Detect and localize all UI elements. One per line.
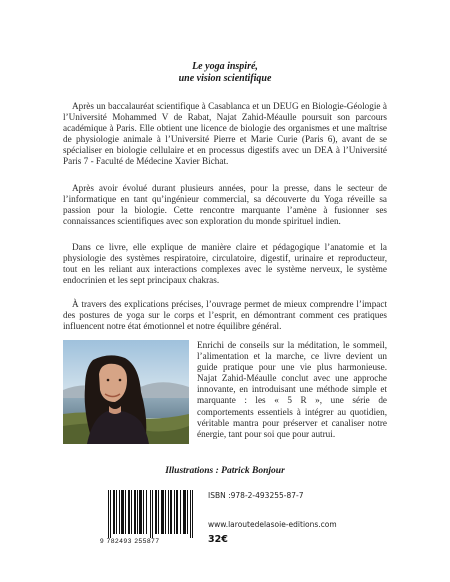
paragraph-text: Après avoir évolué durant plusieurs années, pour la presse, dans le secteur de l’informatique en tant qu’ingénieur commercial, sa découverte du Yoga réveille sa passion pour la biologie. Cette rencontre marquante l’amène à fusionner ses connaissances scientifiques avec son exploration du monde spirituel indien. [63,183,387,227]
illustrations-credit: Illustrations : Patrick Bonjour [165,466,285,476]
paragraph-text: Après un baccalauréat scientifique à Casablanca et un DEUG en Biologie-Géologie à l’Université Mohammed V de Rabat, Najat Zahid-Méaulle poursuit son parcours académique à Paris. Elle obtient une licence de biologie des organismes et une maîtrise de physiologie animale à l’Université Pierre et Marie Curie (Paris 6), avant de se spécialiser en biologie cellulaire et en processus digestifs avec un DEA à l’Université Paris 7 - Faculté de Médecine Xavier Bichat. [63,101,387,167]
paragraph-bio-education [63,101,387,168]
paragraph-book-content [63,242,387,286]
paragraph-text: Dans ce livre, elle explique de manière claire et pédagogique l’anatomie et la physiologie des systèmes respiratoire, circulatoire, digestif, urinaire et reproducteur, tout en les reliant aux interactions complexes avec le système nerveux, le système endocrinien et les sept principaux chakras. [63,242,387,286]
title-line-2: une vision scientifique [178,73,272,84]
price-label: 32€ [208,534,228,545]
author-photo [63,340,189,444]
paragraph-text: Enrichi de conseils sur la méditation, le sommeil, l’alimentation et la marche, ce livre devient un guide pratique pour une vie plus harmonieuse. Najat Zahid-Méaulle conclut avec une approche innovante, en introduisant une méthode simple et marquante : les « 5 R », une série de comportements essentiels à intégrer au quotidien, véritable mantra pour préserver et canaliser notre énergie, tant pour soi que pour autrui. [197,340,387,439]
back-cover-title [0,61,450,85]
author-photo-illustration [63,340,189,444]
barcode-icon [108,490,194,538]
barcode-digits: 9 782493 255877 [100,538,160,545]
paragraph-book-impact [63,299,387,332]
paragraph-book-advice [197,340,387,440]
paragraph-bio-career [63,183,387,227]
publisher-website: www.laroutedelasoie-editions.com [208,520,337,529]
isbn-label: ISBN :978-2-493255-87-7 [208,491,304,500]
barcode-block [100,488,350,552]
paragraph-text: À travers des explications précises, l’ouvrage permet de mieux comprendre l’impact des postures de yoga sur le corps et l’esprit, en démontrant comment ces pratiques influencent notre état émotionnel et notre équilibre général. [63,299,387,332]
title-line-1: Le yoga inspiré, [192,61,258,72]
